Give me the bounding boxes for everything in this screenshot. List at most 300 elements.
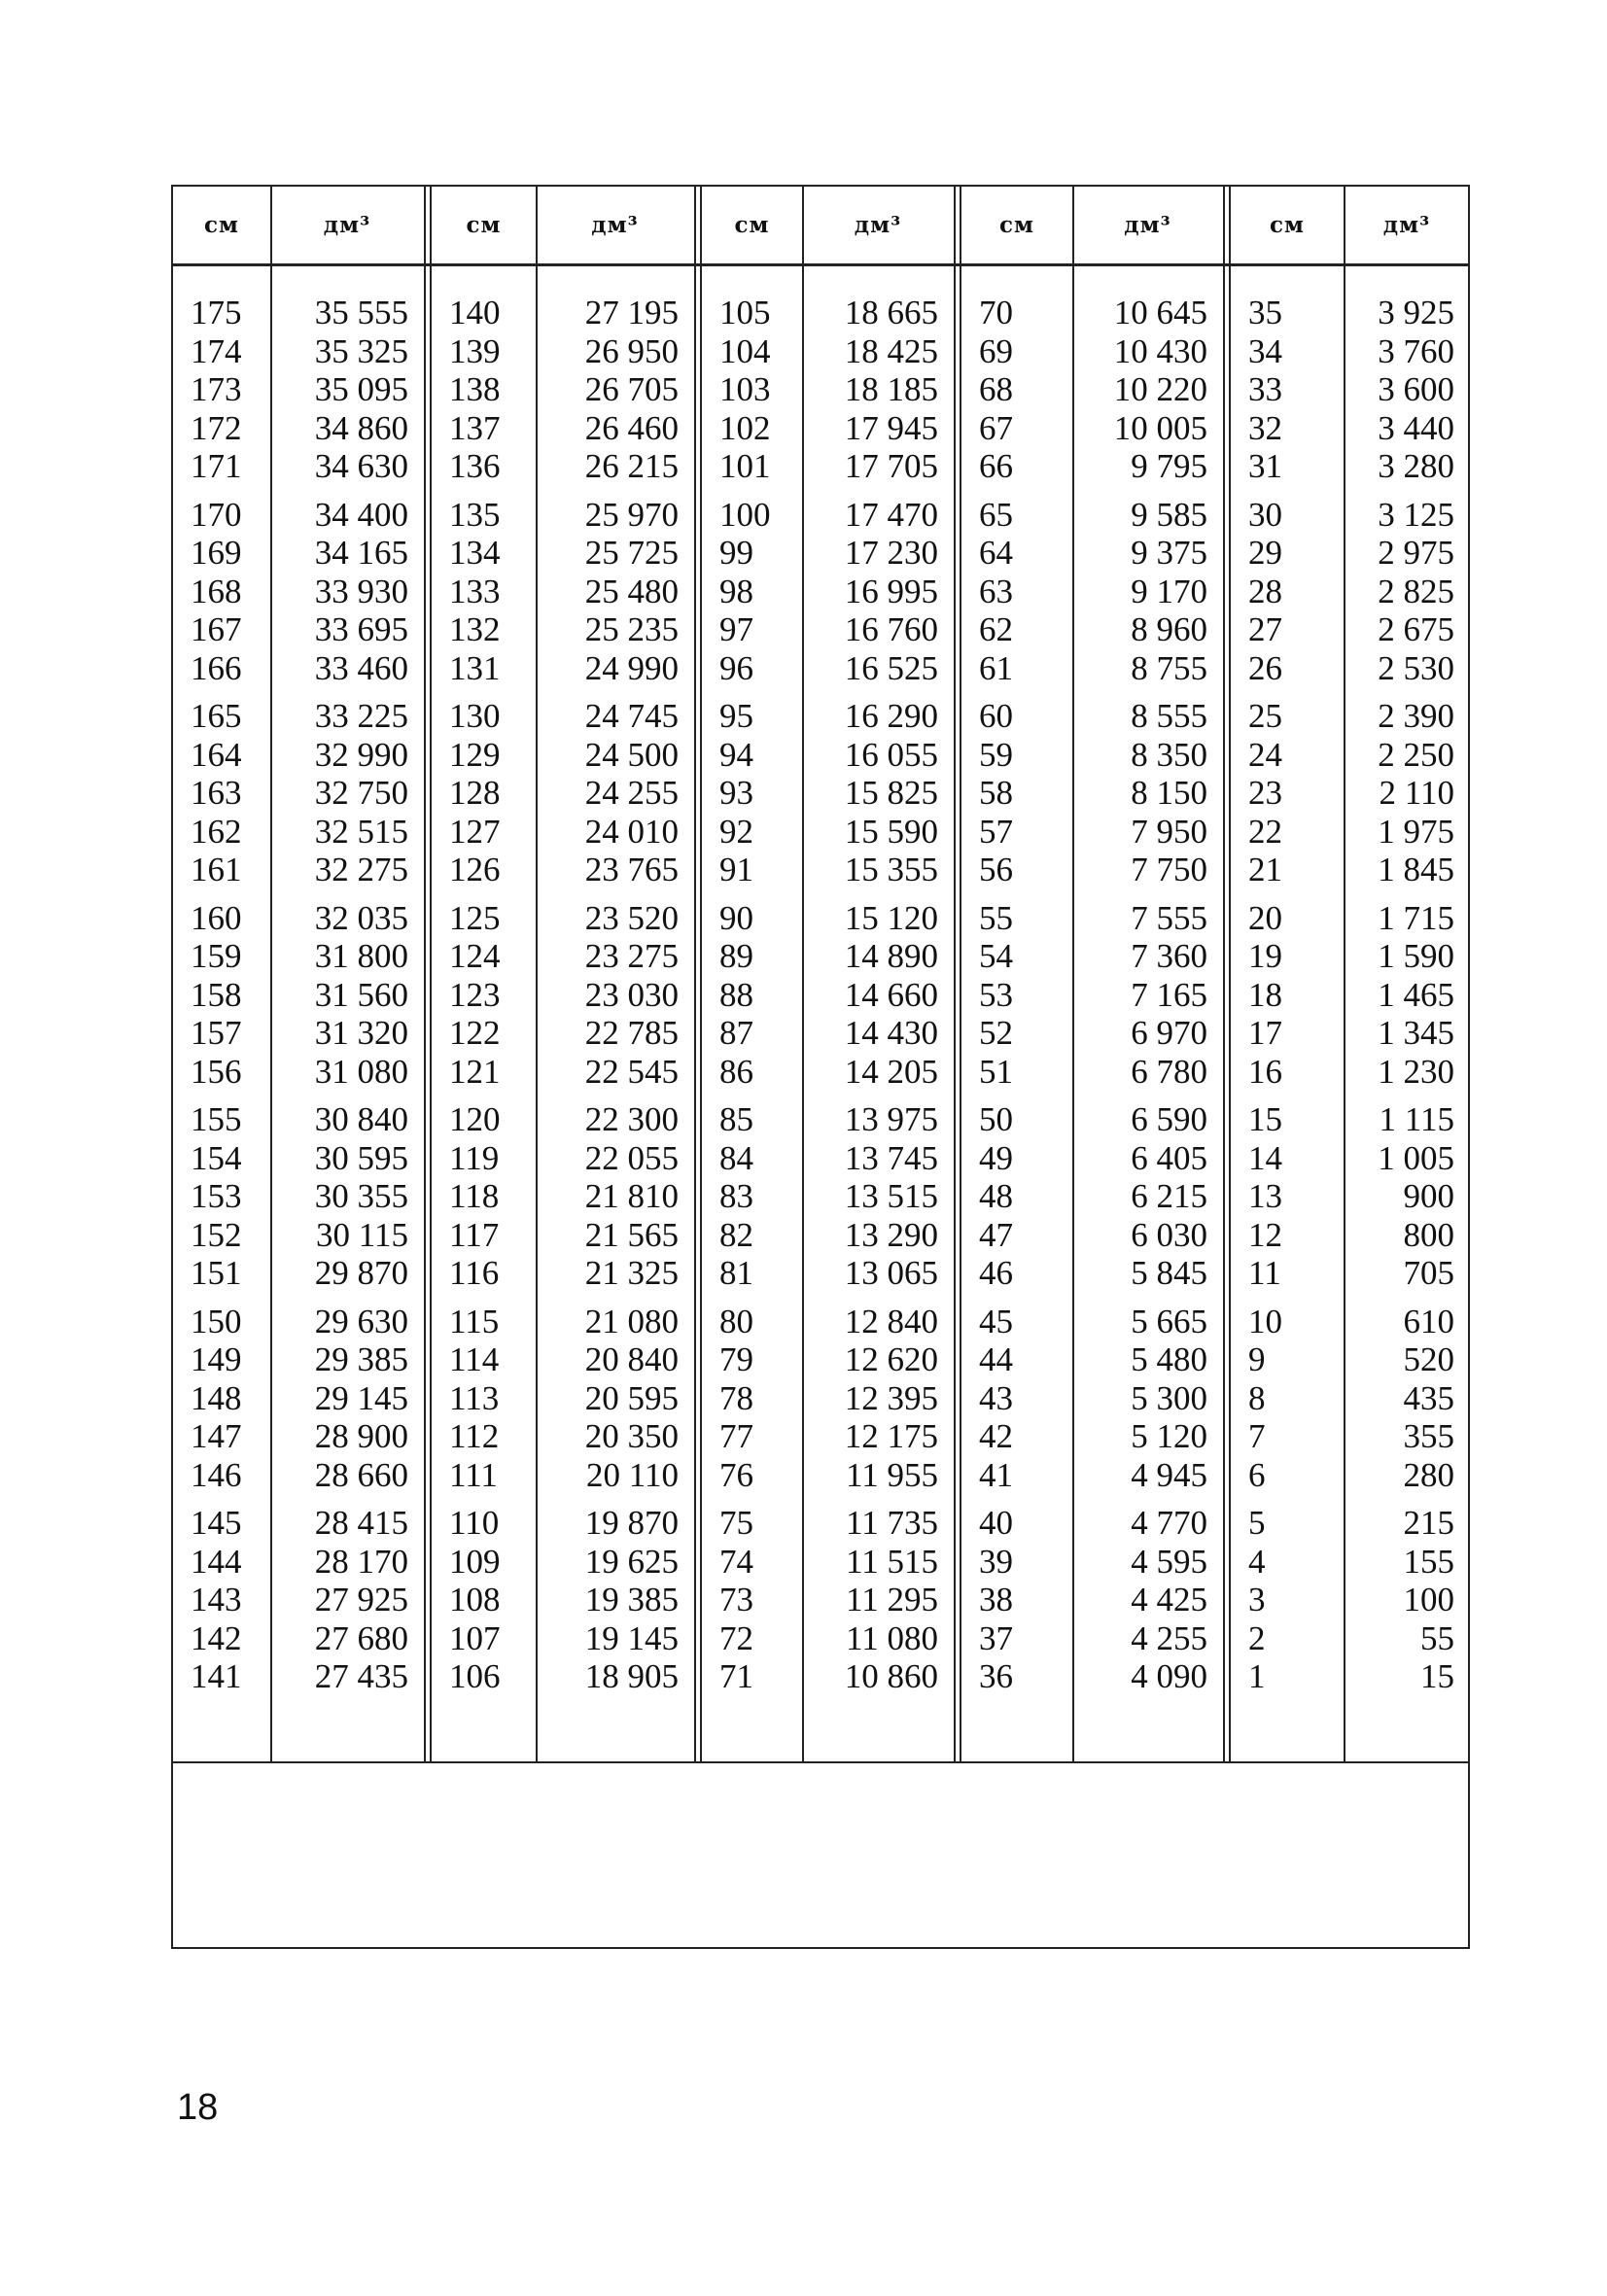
column-divider <box>802 187 804 1761</box>
cm-value: 117 <box>449 1215 500 1254</box>
dm3-value: 1 230 <box>1378 1052 1454 1091</box>
dm3-value: 155 <box>1403 1542 1454 1581</box>
dm3-value: 3 440 <box>1378 408 1454 447</box>
dm3-value: 355 <box>1403 1417 1454 1455</box>
cm-value: 96 <box>719 648 753 687</box>
dm3-value: 31 800 <box>314 937 408 975</box>
cm-value: 99 <box>719 534 753 572</box>
header-dm3-2: дм³ <box>591 212 639 238</box>
cm-value: 80 <box>719 1302 753 1340</box>
cm-value: 139 <box>449 331 501 370</box>
dm3-value: 6 405 <box>1131 1138 1207 1177</box>
cm-value: 154 <box>191 1138 242 1177</box>
dm3-value: 9 585 <box>1131 495 1207 534</box>
dm3-value: 10 860 <box>844 1657 938 1695</box>
dm3-value: 23 520 <box>584 898 679 937</box>
column-divider <box>1344 187 1345 1761</box>
cm-value: 87 <box>719 1014 753 1052</box>
dm3-value: 32 035 <box>314 898 408 937</box>
cm-value: 69 <box>979 331 1013 370</box>
dm3-value: 35 555 <box>314 294 408 331</box>
dm3-value: 2 975 <box>1378 534 1454 572</box>
cm-value: 95 <box>719 697 753 735</box>
cm-value: 72 <box>719 1618 753 1657</box>
cm-value: 49 <box>979 1138 1013 1177</box>
cm-value: 78 <box>719 1378 753 1417</box>
dm3-value: 28 415 <box>314 1504 408 1542</box>
dm3-value: 30 115 <box>316 1215 408 1254</box>
cm-value: 152 <box>191 1215 242 1254</box>
dm3-value: 32 750 <box>314 774 408 812</box>
cm-value: 109 <box>449 1542 501 1581</box>
cm-value: 116 <box>449 1254 500 1292</box>
dm3-column-5 <box>1351 294 1454 1706</box>
header-cm-3: см <box>734 212 770 238</box>
dm3-value: 10 220 <box>1113 370 1207 408</box>
cm-value: 73 <box>719 1581 753 1618</box>
dm3-value: 8 150 <box>1131 774 1207 812</box>
cm-value: 11 <box>1248 1254 1281 1292</box>
volume-table <box>171 185 1470 1949</box>
cm-value: 175 <box>191 294 242 331</box>
dm3-value: 2 110 <box>1379 774 1454 812</box>
cm-value: 54 <box>979 937 1013 975</box>
dm3-value: 10 645 <box>1113 294 1207 331</box>
cm-value: 115 <box>449 1302 500 1340</box>
cm-value: 131 <box>449 648 501 687</box>
dm3-column-4 <box>1080 294 1207 1706</box>
cm-value: 35 <box>1248 294 1282 331</box>
cm-value: 122 <box>449 1014 501 1052</box>
dm3-value: 23 765 <box>584 851 679 888</box>
header-dm3-3: дм³ <box>854 212 902 238</box>
cm-value: 31 <box>1248 447 1282 485</box>
dm3-value: 7 555 <box>1131 898 1207 937</box>
dm3-value: 1 465 <box>1378 975 1454 1014</box>
cm-value: 168 <box>191 572 242 610</box>
dm3-value: 12 620 <box>844 1340 938 1378</box>
cm-column-4 <box>979 294 1066 1706</box>
cm-value: 111 <box>449 1455 498 1494</box>
dm3-value: 13 745 <box>844 1138 938 1177</box>
cm-value: 162 <box>191 812 242 851</box>
cm-value: 118 <box>449 1177 500 1215</box>
dm3-value: 5 300 <box>1131 1378 1207 1417</box>
dm3-value: 435 <box>1403 1378 1454 1417</box>
dm3-value: 1 005 <box>1378 1138 1454 1177</box>
dm3-value: 28 170 <box>314 1542 408 1581</box>
dm3-value: 18 665 <box>844 294 938 331</box>
dm3-value: 4 090 <box>1131 1657 1207 1695</box>
dm3-value: 7 750 <box>1131 851 1207 888</box>
cm-value: 127 <box>449 812 501 851</box>
cm-value: 164 <box>191 735 242 774</box>
cm-value: 37 <box>979 1618 1013 1657</box>
cm-value: 3 <box>1248 1581 1266 1618</box>
cm-value: 59 <box>979 735 1013 774</box>
table-bottom-line <box>173 1761 1468 1763</box>
cm-value: 45 <box>979 1302 1013 1340</box>
dm3-value: 30 840 <box>314 1100 408 1138</box>
column-divider <box>270 187 272 1761</box>
cm-value: 114 <box>449 1340 500 1378</box>
dm3-value: 18 905 <box>584 1657 679 1695</box>
block-divider <box>954 187 961 1761</box>
dm3-value: 26 950 <box>584 331 679 370</box>
dm3-value: 32 990 <box>314 735 408 774</box>
cm-value: 130 <box>449 697 501 735</box>
dm3-value: 9 795 <box>1131 447 1207 485</box>
block-divider <box>1223 187 1231 1761</box>
dm3-value: 215 <box>1403 1504 1454 1542</box>
dm3-column-3 <box>810 294 938 1706</box>
cm-value: 160 <box>191 898 242 937</box>
cm-value: 9 <box>1248 1340 1266 1378</box>
dm3-value: 18 185 <box>844 370 938 408</box>
cm-value: 85 <box>719 1100 753 1138</box>
cm-value: 33 <box>1248 370 1282 408</box>
cm-value: 156 <box>191 1052 242 1091</box>
cm-value: 4 <box>1248 1542 1266 1581</box>
cm-column-2 <box>449 294 530 1706</box>
dm3-value: 17 230 <box>844 534 938 572</box>
cm-value: 169 <box>191 534 242 572</box>
dm3-value: 14 430 <box>844 1014 938 1052</box>
cm-value: 90 <box>719 898 753 937</box>
dm3-value: 25 970 <box>584 495 679 534</box>
cm-value: 48 <box>979 1177 1013 1215</box>
cm-value: 22 <box>1248 812 1282 851</box>
dm3-value: 21 080 <box>584 1302 679 1340</box>
cm-value: 10 <box>1248 1302 1282 1340</box>
cm-value: 21 <box>1248 851 1282 888</box>
cm-value: 27 <box>1248 610 1282 648</box>
cm-value: 173 <box>191 370 242 408</box>
cm-value: 47 <box>979 1215 1013 1254</box>
dm3-value: 34 860 <box>314 408 408 447</box>
cm-value: 121 <box>449 1052 501 1091</box>
dm3-value: 25 725 <box>584 534 679 572</box>
dm3-value: 15 355 <box>844 851 938 888</box>
dm3-value: 705 <box>1403 1254 1454 1292</box>
cm-value: 20 <box>1248 898 1282 937</box>
cm-value: 133 <box>449 572 501 610</box>
dm3-value: 1 845 <box>1378 851 1454 888</box>
dm3-value: 15 590 <box>844 812 938 851</box>
dm3-value: 10 005 <box>1113 408 1207 447</box>
dm3-value: 6 215 <box>1131 1177 1207 1215</box>
cm-value: 161 <box>191 851 242 888</box>
dm3-value: 16 055 <box>844 735 938 774</box>
cm-value: 32 <box>1248 408 1282 447</box>
cm-value: 25 <box>1248 697 1282 735</box>
dm3-value: 280 <box>1403 1455 1454 1494</box>
cm-value: 106 <box>449 1657 501 1695</box>
dm3-value: 12 175 <box>844 1417 938 1455</box>
dm3-value: 17 945 <box>844 408 938 447</box>
cm-value: 123 <box>449 975 501 1014</box>
cm-value: 171 <box>191 447 242 485</box>
dm3-value: 32 515 <box>314 812 408 851</box>
cm-value: 66 <box>979 447 1013 485</box>
cm-value: 14 <box>1248 1138 1282 1177</box>
cm-value: 16 <box>1248 1052 1282 1091</box>
dm3-value: 2 675 <box>1378 610 1454 648</box>
block-divider <box>424 187 432 1761</box>
dm3-value: 8 555 <box>1131 697 1207 735</box>
dm3-value: 13 065 <box>844 1254 938 1292</box>
dm3-value: 29 385 <box>314 1340 408 1378</box>
cm-value: 83 <box>719 1177 753 1215</box>
cm-value: 56 <box>979 851 1013 888</box>
dm3-value: 1 975 <box>1378 812 1454 851</box>
dm3-value: 24 500 <box>584 735 679 774</box>
dm3-value: 33 460 <box>314 648 408 687</box>
cm-value: 102 <box>719 408 771 447</box>
dm3-value: 34 630 <box>314 447 408 485</box>
cm-value: 119 <box>449 1138 500 1177</box>
cm-value: 144 <box>191 1542 242 1581</box>
cm-value: 86 <box>719 1052 753 1091</box>
cm-value: 120 <box>449 1100 501 1138</box>
cm-value: 170 <box>191 495 242 534</box>
dm3-value: 800 <box>1403 1215 1454 1254</box>
dm3-value: 5 665 <box>1131 1302 1207 1340</box>
cm-value: 147 <box>191 1417 242 1455</box>
dm3-value: 16 525 <box>844 648 938 687</box>
dm3-value: 28 660 <box>314 1455 408 1494</box>
dm3-value: 25 480 <box>584 572 679 610</box>
dm3-value: 8 755 <box>1131 648 1207 687</box>
cm-value: 76 <box>719 1455 753 1494</box>
dm3-value: 29 630 <box>314 1302 408 1340</box>
dm3-value: 27 435 <box>314 1657 408 1695</box>
cm-value: 94 <box>719 735 753 774</box>
dm3-value: 17 705 <box>844 447 938 485</box>
table-header <box>173 187 1468 266</box>
dm3-value: 55 <box>1420 1618 1454 1657</box>
dm3-value: 19 625 <box>584 1542 679 1581</box>
dm3-value: 20 840 <box>584 1340 679 1378</box>
cm-value: 126 <box>449 851 501 888</box>
dm3-value: 33 695 <box>314 610 408 648</box>
page-number: 18 <box>177 2087 219 2128</box>
cm-value: 158 <box>191 975 242 1014</box>
dm3-value: 29 145 <box>314 1378 408 1417</box>
dm3-value: 11 955 <box>846 1455 938 1494</box>
cm-value: 151 <box>191 1254 242 1292</box>
dm3-value: 13 515 <box>844 1177 938 1215</box>
cm-value: 61 <box>979 648 1013 687</box>
dm3-value: 34 400 <box>314 495 408 534</box>
cm-value: 174 <box>191 331 242 370</box>
dm3-value: 24 010 <box>584 812 679 851</box>
dm3-value: 3 760 <box>1378 331 1454 370</box>
cm-value: 104 <box>719 331 771 370</box>
dm3-value: 30 355 <box>314 1177 408 1215</box>
dm3-value: 19 870 <box>584 1504 679 1542</box>
cm-value: 52 <box>979 1014 1013 1052</box>
cm-column-3 <box>719 294 796 1706</box>
dm3-value: 3 600 <box>1378 370 1454 408</box>
dm3-value: 5 845 <box>1131 1254 1207 1292</box>
dm3-value: 1 115 <box>1379 1100 1454 1138</box>
header-dm3-5: дм³ <box>1382 212 1431 238</box>
cm-value: 79 <box>719 1340 753 1378</box>
dm3-value: 34 165 <box>314 534 408 572</box>
dm3-value: 21 565 <box>584 1215 679 1254</box>
cm-value: 112 <box>449 1417 500 1455</box>
cm-value: 64 <box>979 534 1013 572</box>
cm-value: 8 <box>1248 1378 1266 1417</box>
dm3-value: 14 660 <box>844 975 938 1014</box>
dm3-value: 31 560 <box>314 975 408 1014</box>
cm-value: 53 <box>979 975 1013 1014</box>
cm-value: 60 <box>979 697 1013 735</box>
dm3-value: 9 170 <box>1131 572 1207 610</box>
cm-value: 51 <box>979 1052 1013 1091</box>
cm-value: 132 <box>449 610 501 648</box>
dm3-value: 11 515 <box>846 1542 938 1581</box>
cm-value: 36 <box>979 1657 1013 1695</box>
dm3-value: 20 110 <box>586 1455 679 1494</box>
cm-value: 172 <box>191 408 242 447</box>
cm-value: 43 <box>979 1378 1013 1417</box>
cm-value: 97 <box>719 610 753 648</box>
dm3-value: 24 745 <box>584 697 679 735</box>
dm3-value: 13 290 <box>844 1215 938 1254</box>
cm-value: 26 <box>1248 648 1282 687</box>
dm3-value: 33 930 <box>314 572 408 610</box>
cm-value: 6 <box>1248 1455 1266 1494</box>
cm-value: 142 <box>191 1618 242 1657</box>
dm3-value: 33 225 <box>314 697 408 735</box>
dm3-value: 26 215 <box>584 447 679 485</box>
dm3-value: 27 195 <box>584 294 679 331</box>
dm3-value: 2 530 <box>1378 648 1454 687</box>
cm-value: 15 <box>1248 1100 1282 1138</box>
cm-value: 166 <box>191 648 242 687</box>
cm-value: 140 <box>449 294 501 331</box>
cm-column-1 <box>191 294 264 1706</box>
cm-value: 74 <box>719 1542 753 1581</box>
dm3-value: 7 165 <box>1131 975 1207 1014</box>
dm3-value: 520 <box>1403 1340 1454 1378</box>
cm-value: 40 <box>979 1504 1013 1542</box>
cm-value: 146 <box>191 1455 242 1494</box>
cm-value: 41 <box>979 1455 1013 1494</box>
dm3-value: 29 870 <box>314 1254 408 1292</box>
cm-value: 44 <box>979 1340 1013 1378</box>
cm-value: 89 <box>719 937 753 975</box>
dm3-value: 35 325 <box>314 331 408 370</box>
dm3-value: 14 205 <box>844 1052 938 1091</box>
cm-value: 58 <box>979 774 1013 812</box>
dm3-value: 19 385 <box>584 1581 679 1618</box>
cm-value: 135 <box>449 495 501 534</box>
dm3-value: 31 320 <box>314 1014 408 1052</box>
dm3-value: 16 290 <box>844 697 938 735</box>
cm-value: 91 <box>719 851 753 888</box>
dm3-value: 22 055 <box>584 1138 679 1177</box>
cm-value: 77 <box>719 1417 753 1455</box>
cm-value: 55 <box>979 898 1013 937</box>
column-divider <box>1072 187 1074 1761</box>
cm-value: 108 <box>449 1581 501 1618</box>
dm3-value: 24 990 <box>584 648 679 687</box>
cm-value: 145 <box>191 1504 242 1542</box>
cm-value: 141 <box>191 1657 242 1695</box>
header-cm-1: см <box>204 212 239 238</box>
cm-value: 1 <box>1248 1657 1266 1695</box>
cm-value: 81 <box>719 1254 753 1292</box>
cm-value: 124 <box>449 937 501 975</box>
cm-value: 63 <box>979 572 1013 610</box>
cm-value: 46 <box>979 1254 1013 1292</box>
cm-value: 12 <box>1248 1215 1282 1254</box>
dm3-value: 28 900 <box>314 1417 408 1455</box>
cm-value: 128 <box>449 774 501 812</box>
cm-value: 39 <box>979 1542 1013 1581</box>
cm-value: 30 <box>1248 495 1282 534</box>
dm3-value: 4 770 <box>1131 1504 1207 1542</box>
cm-value: 103 <box>719 370 771 408</box>
dm3-value: 20 595 <box>584 1378 679 1417</box>
dm3-value: 26 705 <box>584 370 679 408</box>
dm3-value: 20 350 <box>584 1417 679 1455</box>
cm-value: 88 <box>719 975 753 1014</box>
header-dm3-1: дм³ <box>323 212 371 238</box>
dm3-value: 3 280 <box>1378 447 1454 485</box>
dm3-column-2 <box>543 294 679 1706</box>
dm3-value: 5 120 <box>1131 1417 1207 1455</box>
cm-value: 143 <box>191 1581 242 1618</box>
cm-value: 38 <box>979 1581 1013 1618</box>
cm-value: 157 <box>191 1014 242 1052</box>
dm3-value: 16 760 <box>844 610 938 648</box>
cm-value: 67 <box>979 408 1013 447</box>
cm-value: 71 <box>719 1657 753 1695</box>
dm3-value: 23 030 <box>584 975 679 1014</box>
cm-value: 18 <box>1248 975 1282 1014</box>
dm3-value: 4 255 <box>1131 1618 1207 1657</box>
dm3-value: 1 715 <box>1378 898 1454 937</box>
cm-value: 110 <box>449 1504 500 1542</box>
cm-value: 129 <box>449 735 501 774</box>
dm3-value: 27 680 <box>314 1618 408 1657</box>
cm-value: 13 <box>1248 1177 1282 1215</box>
cm-value: 2 <box>1248 1618 1266 1657</box>
cm-value: 155 <box>191 1100 242 1138</box>
cm-value: 150 <box>191 1302 242 1340</box>
dm3-value: 6 780 <box>1131 1052 1207 1091</box>
dm3-value: 9 375 <box>1131 534 1207 572</box>
dm3-value: 11 080 <box>846 1618 938 1657</box>
cm-value: 50 <box>979 1100 1013 1138</box>
dm3-value: 7 950 <box>1131 812 1207 851</box>
dm3-value: 1 590 <box>1378 937 1454 975</box>
cm-value: 113 <box>449 1378 500 1417</box>
dm3-value: 8 960 <box>1131 610 1207 648</box>
cm-value: 93 <box>719 774 753 812</box>
dm3-value: 26 460 <box>584 408 679 447</box>
cm-value: 34 <box>1248 331 1282 370</box>
dm3-value: 3 125 <box>1378 495 1454 534</box>
cm-value: 7 <box>1248 1417 1266 1455</box>
cm-value: 137 <box>449 408 501 447</box>
block-divider <box>694 187 702 1761</box>
cm-value: 167 <box>191 610 242 648</box>
